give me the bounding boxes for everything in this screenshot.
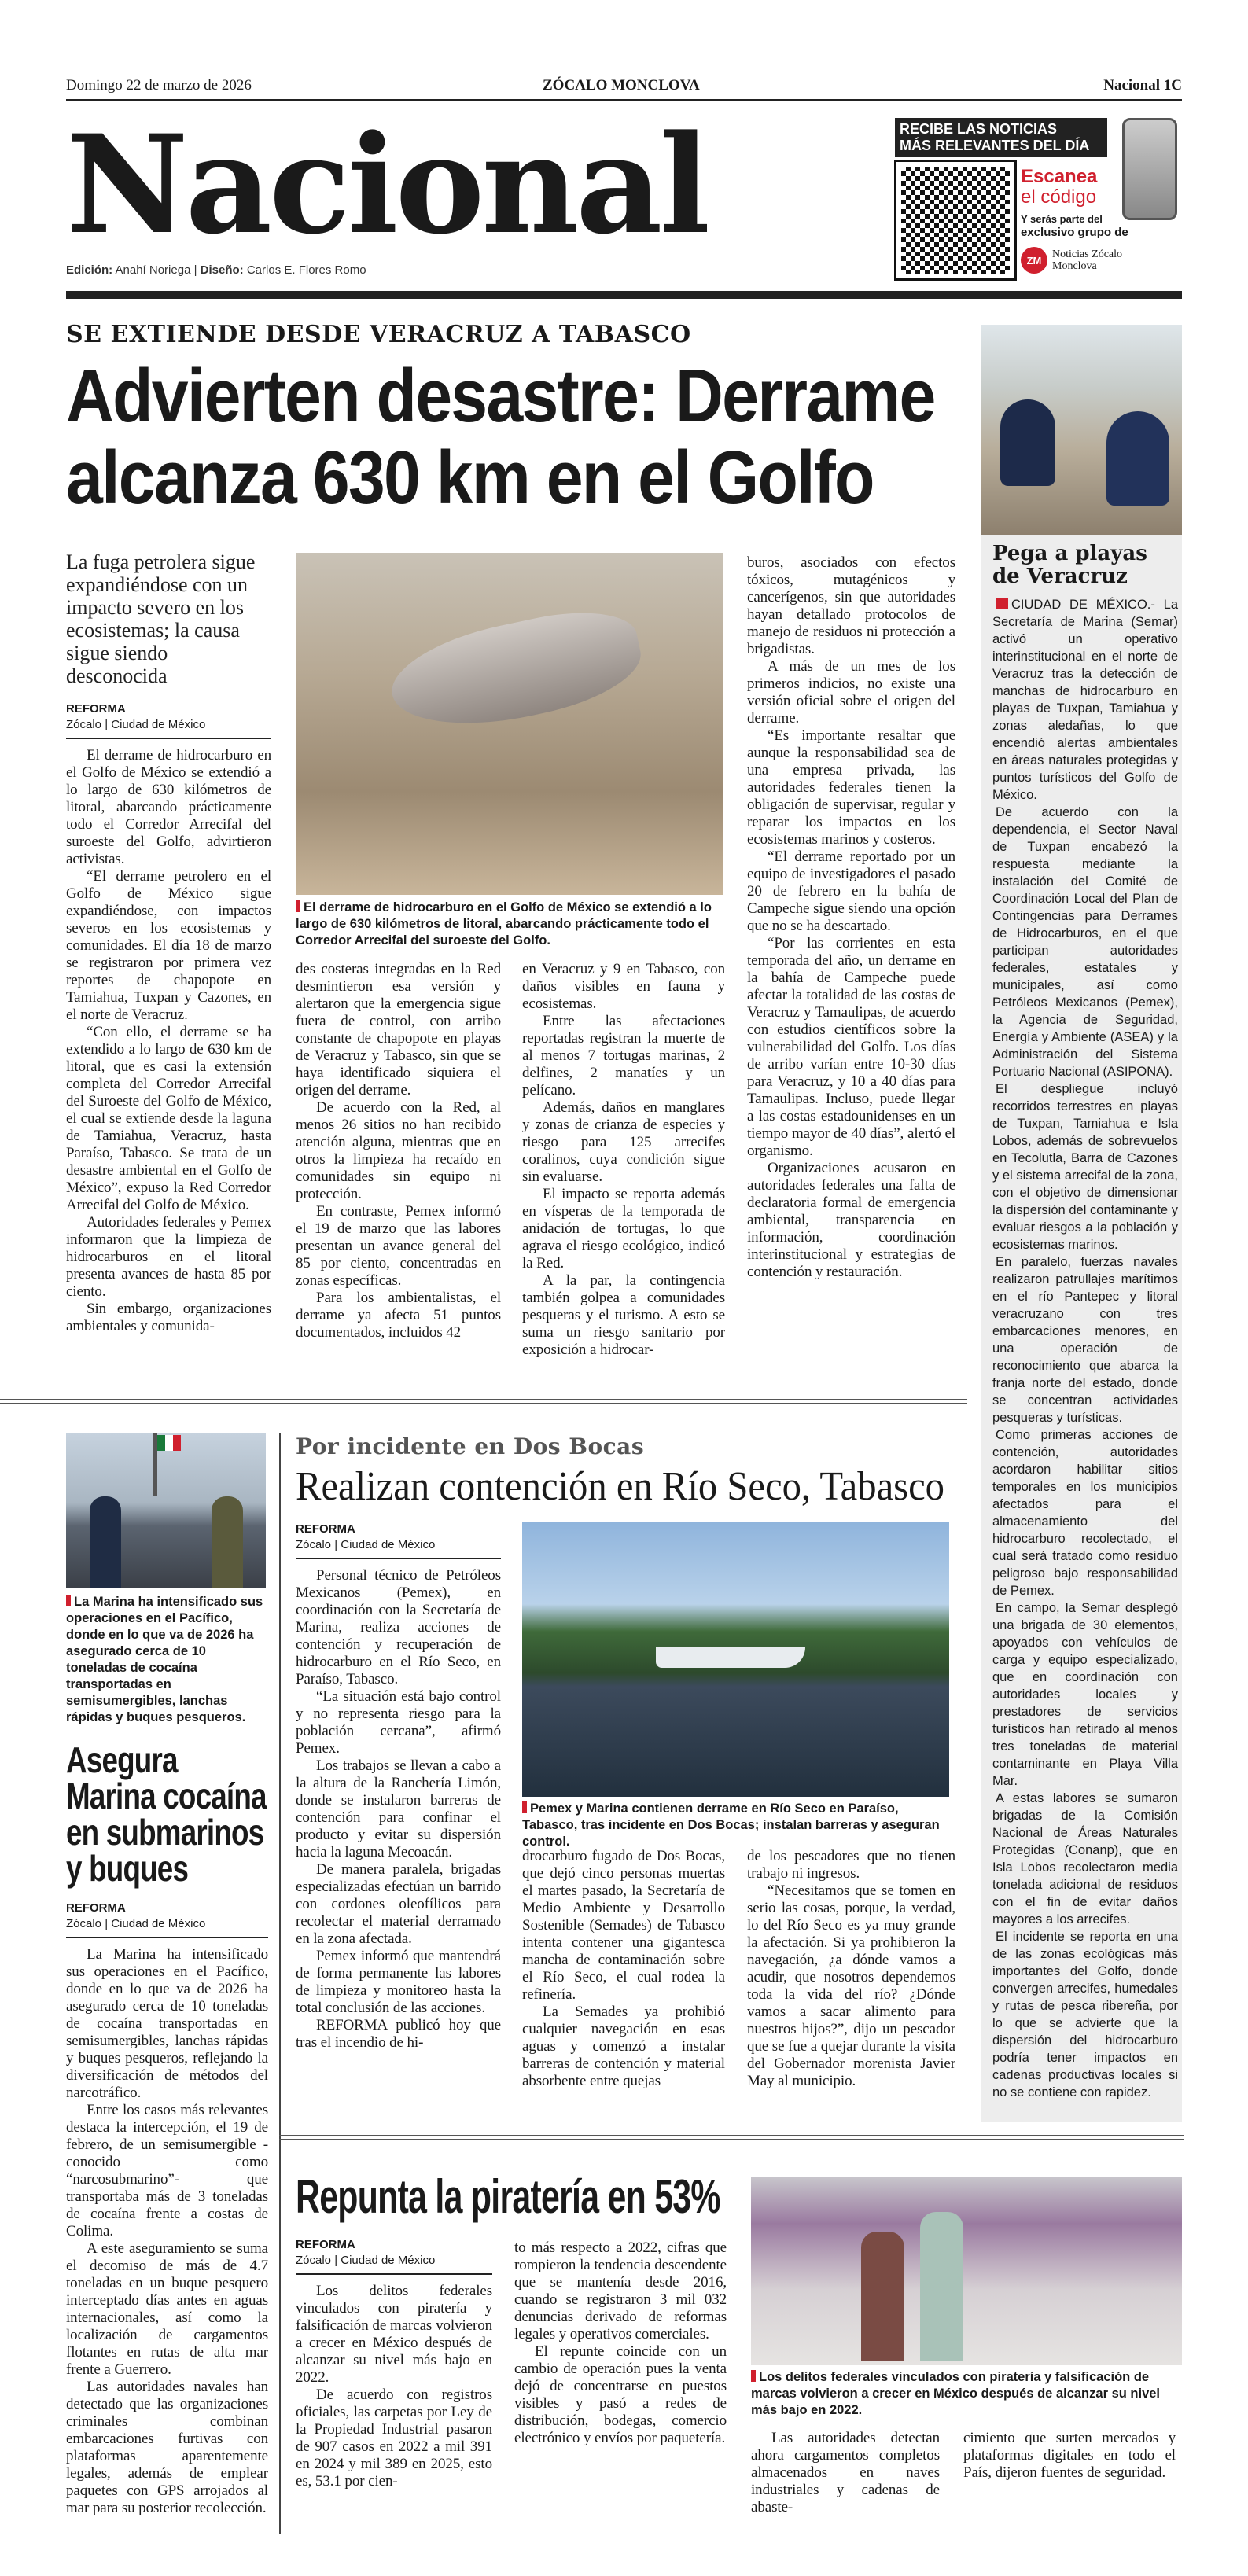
- zm-logo-icon: ZM: [1021, 247, 1047, 274]
- masthead-rule: [66, 291, 1182, 299]
- paragraph: “El derrame petrolero en el Golfo de México sigue expandiéndose, con impactos severos en los ecosistemas y comunidades. El día 18 de marzo se registraron por primera vez reportes de chapopote en Tamiahua, Tuxpan y Cazones, en el norte de Veracruz.: [66, 868, 271, 1023]
- paragraph: buros, asociados con efectos tóxicos, mutagénicos y cancerígenos, sin que autoridades hayan detallado protocolos de manejo de residuos ni protección a brigadistas.: [747, 554, 955, 657]
- paragraph: Entre los casos más relevantes destaca la intercepción, el 19 de febrero, de un semisumergible -conocido como “narcosubmarino”- que transportaba más de 3 toneladas de cocaína frente a costas de Colima.: [66, 2102, 268, 2239]
- byline-dateline: Zócalo | Ciudad de México: [66, 718, 206, 731]
- paragraph: Organizaciones acusaron en autoridades federales una falta de declaratoria formal de emergencia ambiental, transparencia en información, coordinación interinstitucional y estrategias de contención y restauración.: [747, 1160, 955, 1280]
- marina-headline: Asegura Marina cocaína en submarinos y buques: [66, 1739, 267, 1889]
- marine-figure: [212, 1496, 243, 1588]
- pirateria-left-stack: [296, 2237, 492, 2490]
- main-column-1: [66, 747, 271, 1335]
- main-headline: [66, 355, 1056, 519]
- caption-marker-icon: [751, 2370, 756, 2382]
- main-photo-caption: [296, 900, 724, 949]
- paragraph: A la par, la contingencia también golpea a comunidades pesqueras y el turismo. A esto se suma un riesgo sanitario por exposición a hidrocar-: [522, 1272, 725, 1358]
- caption-marker-icon: [296, 900, 300, 912]
- issue-date: Domingo 22 de marzo de 2026: [66, 77, 252, 94]
- paragraph: A estas labores se sumaron brigadas de la Comisión Nacional de Áreas Naturales Protegidas (Conanp), que en Isla Lobos recolectaron media tonelada adicional de residuos con el fin de evitar daños mayores a los arrecifes.: [992, 1791, 1178, 1926]
- paragraph: “La situación está bajo control y no representa riesgo para la población cercana”, afirmó Pemex.: [296, 1688, 501, 1757]
- paragraph: “Necesitamos que se tomen en serio las cosas, porque, la verdad, lo del Río Seco es ya muy grande la afectación. Si ya prohibieron la navegación, ¿a dónde vamos a acudir, que nosotros dependemos toda la vida del río? ¿Dónde vamos a sacar alimento para nuestros hijos?”, dijo un pescador que se fue a quejar durante la visita del Gobernador morenista Javier May al municipio.: [747, 1882, 955, 2089]
- promo-line2: MÁS RELEVANTES DEL DÍA: [900, 138, 1090, 153]
- paragraph: “El derrame reportado por un equipo de investigadores el pasado 20 de febrero en la bahía de Campeche sigue siendo una opción que no se ha descartado.: [747, 848, 955, 934]
- paragraph-text: CIUDAD DE MÉXICO.- La Secretaría de Marina (Semar) activó un operativo interinstitucional en el norte de Veracruz tras la detección de manchas de hidrocarburo en playas de Tuxpan, Tamiahua y zonas aledañas, lo que encendió alertas ambientales en áreas naturales protegidas y puntos turísticos del Golfo de México.: [992, 598, 1178, 802]
- pirateria-column-3: [751, 2430, 940, 2516]
- byline-dateline: Zócalo | Ciudad de México: [296, 1538, 436, 1551]
- page-number: Nacional 1C: [1103, 77, 1182, 94]
- promo-text2: exclusivo grupo de: [1021, 226, 1128, 239]
- river-boats-photo: [522, 1522, 949, 1797]
- main-left-stack: [66, 550, 271, 1335]
- boat-shape: [656, 1647, 805, 1668]
- promo-code: el código: [1021, 186, 1097, 208]
- section-title: Nacional: [66, 105, 708, 264]
- sidebar-stack: [992, 543, 1178, 2101]
- shopper-figure: [861, 2232, 904, 2361]
- paragraph: Para los ambientalistas, el derrame ya afecta 51 puntos documentados, incluidos 42: [296, 1290, 501, 1341]
- byline-dateline: Zócalo | Ciudad de México: [66, 1917, 206, 1930]
- rioseco-byline: [296, 1522, 501, 1559]
- paragraph: De acuerdo con la dependencia, el Sector Naval de Tuxpan encabezó la respuesta mediante la instalación del Comité de Coordinación Local del Plan de Contingencias para Derrames de Hidrocarburos, en el que participan autoridades federales, estatales y municipales, así como Petróleos Mexicanos (Pemex), la Agencia de Seguridad, Energía y Ambiente (ASEA) y la Administración del Sistema Portuario Nacional (ASIPONA).: [992, 805, 1178, 1079]
- byline-agency: REFORMA: [66, 1901, 126, 1915]
- paragraph: De acuerdo con registros oficiales, las carpetas por Ley de la Propiedad Industrial pasaron de 907 casos en 2022 a mil 391 en 2024 y mil 389 en 2025, esto es, 53.1 por cien-: [296, 2386, 492, 2490]
- paragraph: Además, daños en manglares y zonas de crianza de especies y riesgo para 125 arrecifes coralinos, cuya condición sigue sin evaluarse.: [522, 1099, 725, 1185]
- newspaper-name: ZÓCALO MONCLOVA: [543, 77, 700, 94]
- pirateria-column-2: [514, 2239, 727, 2447]
- edition-label: Edición:: [66, 263, 113, 277]
- shopper-figure: [920, 2212, 963, 2361]
- marina-stack: [66, 1433, 268, 2517]
- caption-text: Los delitos federales vinculados con piratería y falsificación de marcas volvieron a crecer en México después de alcanzar su nivel más bajo en 2022.: [751, 2370, 1161, 2417]
- promo-banner: [895, 118, 1107, 157]
- paragraph: En paralelo, fuerzas navales realizaron patrullajes marítimos en el río Pantepec y litoral veracruzano con tres embarcaciones menores, en una operación de reconocimiento que abarca la franja norte del estado, donde se concentran actividades pesqueras y turísticas.: [992, 1255, 1178, 1425]
- marine-figure: [90, 1496, 121, 1588]
- main-column-3: [522, 961, 725, 1359]
- paragraph: El derrame de hidrocarburo en el Golfo de México se extendió a lo largo de 630 kilómetros de litoral, abarcando prácticamente todo el Corredor Arrecifal del suroeste del Golfo, advirtieron activistas.: [66, 747, 271, 867]
- caption-text: Pemex y Marina contienen derrame en Río Seco en Paraíso, Tabasco, tras incidente en Dos Bocas; instalan barreras y aseguran control.: [522, 1801, 940, 1849]
- top-rule: [66, 99, 1182, 101]
- paragraph: de los pescadores que no tienen trabajo ni ingresos.: [747, 1848, 955, 1882]
- paragraph: El impacto se reporta además en vísperas de la temporada de anidación de tortugas, lo que agrava el riesgo ecológico, indicó la Red.: [522, 1186, 725, 1271]
- paragraph: A más de un mes de los primeros indicios, no existe una versión oficial sobre el origen del derrame.: [747, 658, 955, 727]
- paragraph: De acuerdo con la Red, al menos 26 sitios no han recibido atención alguna, mientras que en otros la limpieza ha recaído en comunidades sin equipo ni protección.: [296, 1099, 501, 1202]
- rioseco-column-2: [522, 1848, 725, 2090]
- paragraph: “Con ello, el derrame se ha extendido a lo largo de 630 km de litoral, que es casi la extensión completa del Corredor Arrecifal del Suroeste del Golfo de México, el cual se extiende desde la laguna de Tamiahua, Veracruz, hasta Paraíso, Tabasco. Se trata de un desastre ambiental en el Golfo de México”, expuso la Red Corredor Arrecifal del Golfo de México.: [66, 1024, 271, 1213]
- paragraph: Las autoridades navales han detectado que las organizaciones criminales combinan embarcaciones furtivas con plataformas aparentemente legales, además de emplear paquetes con GPS arrojados al mar para su posterior recolección.: [66, 2379, 268, 2516]
- caption-text: La Marina ha intensificado sus operaciones en el Pacífico, donde en lo que va de 2026 ha asegurado cerca de 10 toneladas de cocaína transportadas en semisumergibles, lanchas rápidas y buques pesqueros.: [66, 1595, 263, 1724]
- pirateria-column-4: [963, 2430, 1176, 2482]
- paragraph: La Marina ha intensificado sus operaciones en el Pacífico, donde en lo que va de 2026 ha asegurado cerca de 10 toneladas de cocaína transportadas en semisumergibles, lanchas rápidas y buques pesqueros, reflejando la diversificación de métodos del narcotráfico.: [66, 1946, 268, 2101]
- paragraph: “Por las corrientes en esta temporada del año, un derrame en la bahía de Campeche puede afectar la totalidad de las costas de Veracruz y Tamaulipas, de acuerdo con estudios científicos sobre la vulnerabilidad del Golfo. Los días de arribo varían entre 10-30 días para Veracruz, y 10 a 40 días para Tamaulipas. Incluso, puede llegar a las costas estadounidenses en un tiempo mayor de 40 días”, alertó el organismo.: [747, 935, 955, 1159]
- marina-body: [66, 1946, 268, 2517]
- beach-cleanup-photo: [981, 325, 1182, 535]
- paragraph: Como primeras acciones de contención, autoridades acordaron habilitar sitios temporales en los municipios afectados para el almacenamiento del hidrocarburo recolectado, el cual será tratado como residuo peligroso bajo responsabilidad de Pemex.: [992, 1428, 1178, 1598]
- whatsapp-promo[interactable]: [895, 118, 1182, 287]
- paragraph: cimiento que surten mercados y plataformas digitales en todo el País, dijeron fuentes de seguridad.: [963, 2430, 1176, 2481]
- byline-dateline: Zócalo | Ciudad de México: [296, 2254, 436, 2267]
- paragraph: A este aseguramiento se suma el decomiso de más de 4.7 toneladas en un buque pesquero interceptado días antes en aguas internacionales, así como la localización de cargamentos flotantes en rutas de alta mar frente a Guerrero.: [66, 2240, 268, 2378]
- paragraph: to más respecto a 2022, cifras que rompieron la tendencia descendente que se mantenía desde 2016, cuando se registraron 3 mil 032 denuncias derivado de reformas legales y operativos comerciales.: [514, 2239, 727, 2342]
- main-column-2: [296, 961, 501, 1341]
- paragraph: Los trabajos se llevan a cabo a la altura de la Ranchería Limón, donde se instalaron barreras de contención para confinar el producto y evitar su dispersión hacia la laguna Mecoacán.: [296, 1757, 501, 1860]
- paragraph: En campo, la Semar desplegó una brigada de 30 elementos, apoyados con vehículos de carga y equipo especializado, que en coordinación con autoridades locales y prestadores de servicios turísticos han retirado al menos tres toneladas de material contaminante en Playa Villa Mar.: [992, 1601, 1178, 1788]
- paragraph: El repunte coincide con un cambio de operación pues la venta dejó de concentrarse en puestos visibles y pasó a redes de distribución, bodegas, comercio electrónico y envíos por paquetería.: [514, 2343, 727, 2446]
- main-column-4: [747, 554, 955, 1281]
- dolphin-shape: [383, 598, 649, 743]
- market-photo: [751, 2177, 1182, 2365]
- main-kicker: SE EXTIENDE DESDE VERACRUZ A TABASCO: [66, 321, 691, 348]
- promo-scan: Escanea: [1021, 166, 1098, 187]
- sidebar-body: [992, 596, 1178, 2101]
- paragraph: Autoridades federales y Pemex informaron que la limpieza de hidrocarburos en el litoral presenta avances de hasta 85 por ciento.: [66, 1214, 271, 1300]
- main-dek: La fuga petrolera sigue expandiéndose con un impacto severo en los ecosistemas; la causa sigue siendo desconocida: [66, 550, 256, 687]
- paragraph: De manera paralela, brigadas especializadas efectúan un barrido con cordones oleofílicos para recolectar el material derramado en la zona afectada.: [296, 1861, 501, 1947]
- rioseco-left-stack: [296, 1522, 501, 2052]
- pirateria-photo-caption: [751, 2369, 1184, 2419]
- edition-name: Anahí Noriega: [115, 263, 191, 277]
- paragraph: Pemex informó que mantendrá de forma permanente las labores de limpieza y monitoreo hasta la total conclusión de las acciones.: [296, 1948, 501, 2016]
- byline-agency: REFORMA: [296, 1522, 355, 1536]
- pirateria-headline: Repunta la piratería en 53%: [296, 2170, 720, 2223]
- design-name: Carlos E. Flores Romo: [246, 263, 366, 277]
- paragraph: La Semades ya prohibió cualquier navegación en esas aguas y comenzó a instalar barreras de contención y material absorbente entre quejas: [522, 2004, 725, 2089]
- section-divider: [0, 1399, 967, 1404]
- caption-text: El derrame de hidrocarburo en el Golfo de México se extendió a lo largo de 630 kilómetros de litoral, abarcando prácticamente todo el Corredor Arrecifal del suroeste del Golfo.: [296, 900, 712, 948]
- red-square-icon: [996, 598, 1008, 609]
- paragraph: Personal técnico de Petróleos Mexicanos (Pemex), en coordinación con la Secretaría de Marina, realiza acciones de contención y recuperación de hidrocarburo en el Río Seco, en Paraíso, Tabasco.: [296, 1567, 501, 1687]
- paragraph: Los delitos federales vinculados con piratería y falsificación de marcas volvieron a crecer en México después de alcanzar su nivel más bajo en 2022.: [296, 2283, 492, 2386]
- paragraph: El despliegue incluyó recorridos terrestres en playas de Tuxpan, Tamiahua e Isla Lobos, además de sobrevuelos en Tecolutla, Barra de Cazones y el sistema arrecifal de la zona, con el objetivo de dimensionar la dispersión del contaminante y evaluar riesgos a la población y ecosistemas marinos.: [992, 1082, 1178, 1252]
- rioseco-photo-caption: [522, 1801, 951, 1850]
- byline-agency: REFORMA: [296, 2238, 355, 2251]
- main-headline-line1: Advierten desastre: Derrame: [66, 354, 935, 438]
- caption-marker-icon: [522, 1801, 527, 1813]
- main-headline-line2: alcanza 630 km en el Golfo: [66, 436, 874, 520]
- sidebar-title: Pega a playas de Veracruz: [992, 542, 1147, 588]
- paragraph: REFORMA publicó hoy que tras el incendio de hi-: [296, 2017, 501, 2051]
- paragraph: El incidente se reporta en una de las zonas ecológicas más importantes del Golfo, donde convergen arrecifes, humedales y rutas de pesca ribereña, por lo que se advierte que la dispersión del hidrocarburo podría tener impactos en cadenas productivas locales si no se contiene con rapidez.: [992, 1930, 1178, 2099]
- paragraph: en Veracruz y 9 en Tabasco, con daños visibles en fauna y ecosistemas.: [522, 961, 725, 1012]
- pirateria-column-1: [296, 2283, 492, 2490]
- main-byline: [66, 701, 271, 739]
- vertical-divider: [279, 1433, 281, 2534]
- mexico-flag-icon: [157, 1435, 181, 1451]
- credits: Edición: Anahí Noriega | Diseño: Carlos E. Flores Romo: [66, 263, 366, 277]
- rioseco-column-3: [747, 1848, 955, 2090]
- paragraph: Entre las afectaciones reportadas registran la muerte de al menos 7 tortugas marinas, 2 delfines, 2 manatíes y un pelícano.: [522, 1013, 725, 1098]
- paragraph: drocarburo fugado de Dos Bocas, que dejó cinco personas muertas el martes pasado, la Secretaría de Medio Ambiente y Desarrollo Sostenible (Semades) de Tabasco intenta contener una gigantesca mancha de contaminación sobre el Río Seco, el cual rodea la refinería.: [522, 1848, 725, 2003]
- paragraph: Las autoridades detectan ahora cargamentos completos almacenados en naves industriales y cadenas de abaste-: [751, 2430, 940, 2515]
- navy-cocaine-photo: [66, 1433, 266, 1588]
- qr-code-icon[interactable]: [896, 162, 1014, 278]
- paragraph: En contraste, Pemex informó el 19 de marzo que las labores presentan un avance general del 85 por ciento, concentradas en zonas específicas.: [296, 1203, 501, 1289]
- pirateria-byline: [296, 2237, 492, 2275]
- section-divider: [279, 2135, 1184, 2140]
- paragraph: des costeras integradas en la Red desmintieron esa versión y alertaron que la emergencia sigue fuera de control, con arribo constante de chapopote en playas de Veracruz y Tabasco, sin que se haya identificado siquiera el origen del derrame.: [296, 961, 501, 1098]
- paragraph: “Es importante resaltar que aunque la responsabilidad sea de una empresa privada, las autoridades federales tienen la obligación de supervisar, regular y reparar los impactos en los ecosistemas marinos y costeros.: [747, 727, 955, 848]
- design-label: Diseño:: [200, 263, 244, 277]
- dolphin-beach-photo: [296, 553, 723, 895]
- rioseco-headline: Realizan contención en Río Seco, Tabasco: [296, 1464, 944, 1509]
- marina-byline: [66, 1901, 268, 1938]
- caption-marker-icon: [66, 1595, 71, 1606]
- paragraph: [992, 596, 1178, 804]
- worker-figure: [1106, 411, 1169, 506]
- paragraph: Sin embargo, organizaciones ambientales y comunida-: [66, 1301, 271, 1334]
- worker-figure: [1000, 399, 1055, 486]
- rioseco-kicker: Por incidente en Dos Bocas: [296, 1433, 645, 1459]
- promo-text1: Y serás parte del: [1021, 213, 1103, 225]
- byline-agency: REFORMA: [66, 702, 126, 716]
- marina-photo-caption: [66, 1594, 268, 1726]
- promo-line1: RECIBE LAS NOTICIAS: [900, 121, 1058, 137]
- promo-brand: Noticias Zócalo Monclova: [1052, 248, 1123, 272]
- rioseco-column-1: [296, 1567, 501, 2052]
